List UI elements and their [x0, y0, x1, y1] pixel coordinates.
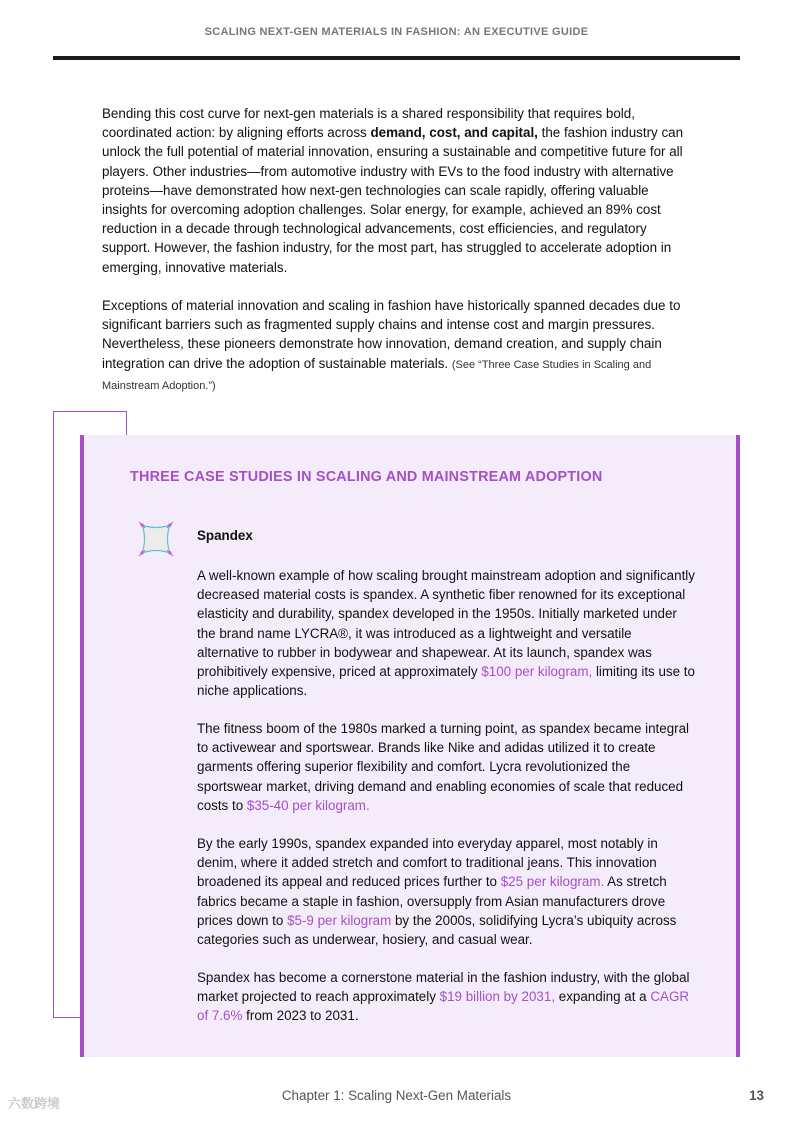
intro-paragraph-1 — [102, 104, 692, 277]
intro-paragraph-2 — [102, 296, 692, 396]
case-study-reference: (See “Three Case Studies in Scaling and Mainstream Adoption.”) — [102, 358, 652, 392]
page-number: 13 — [749, 1088, 764, 1103]
spandex-p3-text-a: By the early 1990s, spandex expanded into everyday apparel, most notably in denim, where it added stretch and comfort to traditional jeans. This innovation broadened its appeal and reduced prices further to — [197, 836, 658, 890]
spandex-paragraph-4 — [197, 968, 697, 1026]
header-rule — [53, 56, 740, 60]
market-highlight-19b: $19 billion by 2031, — [439, 989, 556, 1005]
case-heading-spandex: Spandex — [197, 528, 253, 543]
spandex-paragraph-1 — [197, 566, 697, 700]
spandex-paragraph-2 — [197, 719, 697, 815]
spandex-fabric-icon — [137, 520, 175, 558]
intro-p1-text-a: Bending this cost curve for next-gen materials is a shared responsibility that requires bold, coordinated action: by aligning efforts across — [102, 106, 635, 141]
spandex-p1-text-a: A well-known example of how scaling brought mainstream adoption and significantly decreased material costs is spandex. A synthetic fiber renowned for its exceptional elasticity and durability, spandex developed in the 1950s. Initially marketed under the brand name LYCRA®, it was introduced as a lightweight and versatile alternative to rubber in bodywear and shapewear. At its launch, spandex was prohibitively expensive, priced at approximately — [197, 568, 695, 680]
spandex-p1-text-b: limiting its use to niche applications. — [197, 664, 695, 699]
price-highlight-25: $25 per kilogram. — [500, 874, 605, 890]
spandex-paragraph-3 — [197, 834, 697, 949]
spandex-p4-text-b: expanding at a — [555, 989, 651, 1005]
spandex-p4-text-c: from 2023 to 2031. — [242, 1008, 359, 1024]
price-highlight-5-9: $5-9 per kilogram — [287, 912, 392, 928]
spandex-p3-text-c: by the 2000s, solidifying Lycra’s ubiquity across categories such as underwear, hosiery, and casual wear. — [197, 912, 677, 948]
cagr-highlight: CAGR of 7.6% — [197, 989, 690, 1024]
intro-p1-bold: demand, cost, and capital, — [370, 125, 538, 141]
price-highlight-35-40: $35-40 per kilogram. — [246, 797, 370, 813]
case-study-title: THREE CASE STUDIES IN SCALING AND MAINSTREAM ADOPTION — [130, 469, 603, 485]
watermark-logo: 六数跨境 — [8, 1096, 61, 1111]
spandex-p3-text-b: As stretch fabrics became a staple in fashion, oversupply from Asian manufacturers drove prices down to — [197, 874, 667, 928]
price-highlight-100: $100 per kilogram, — [481, 664, 593, 680]
intro-p1-text-b: the fashion industry can unlock the full potential of material innovation, ensuring a sustainable and competitive future for all players. Other industries—from automotive industry with EVs to the food industry with alternative proteins—have demonstrated how next-gen technologies can scale rapidly, offering valuable insights for overcoming adoption challenges. Solar energy, for example, achieved an 89% cost reduction in a decade through technological advancements, cost efficiencies, and regulatory support. However, the fashion industry, for the most part, has struggled to accelerate adoption in emerging, innovative materials. — [102, 125, 684, 275]
footer-chapter-title: Chapter 1: Scaling Next-Gen Materials — [281, 1088, 512, 1103]
intro-p2-text: Exceptions of material innovation and scaling in fashion have historically spanned decades due to significant barriers such as fragmented supply chains and intense cost and margin pressures. Nevertheless, these pioneers demonstrate how innovation, demand creation, and supply chain integration can drive the adoption of sustainable materials. — [102, 298, 681, 371]
spandex-p2-text-a: The fitness boom of the 1980s marked a turning point, as spandex became integral to activewear and sportswear. Brands like Nike and adidas utilized it to create garments offering superior flexibility and comfort. Lycra revolutionized the sportswear market, driving demand and enabling economies of scale that reduced costs to — [197, 721, 690, 813]
running-header: SCALING NEXT-GEN MATERIALS IN FASHION: AN EXECUTIVE GUIDE — [204, 26, 589, 38]
spandex-p4-text-a: Spandex has become a cornerstone material in the fashion industry, with the global market projected to reach approximately — [197, 970, 690, 1005]
